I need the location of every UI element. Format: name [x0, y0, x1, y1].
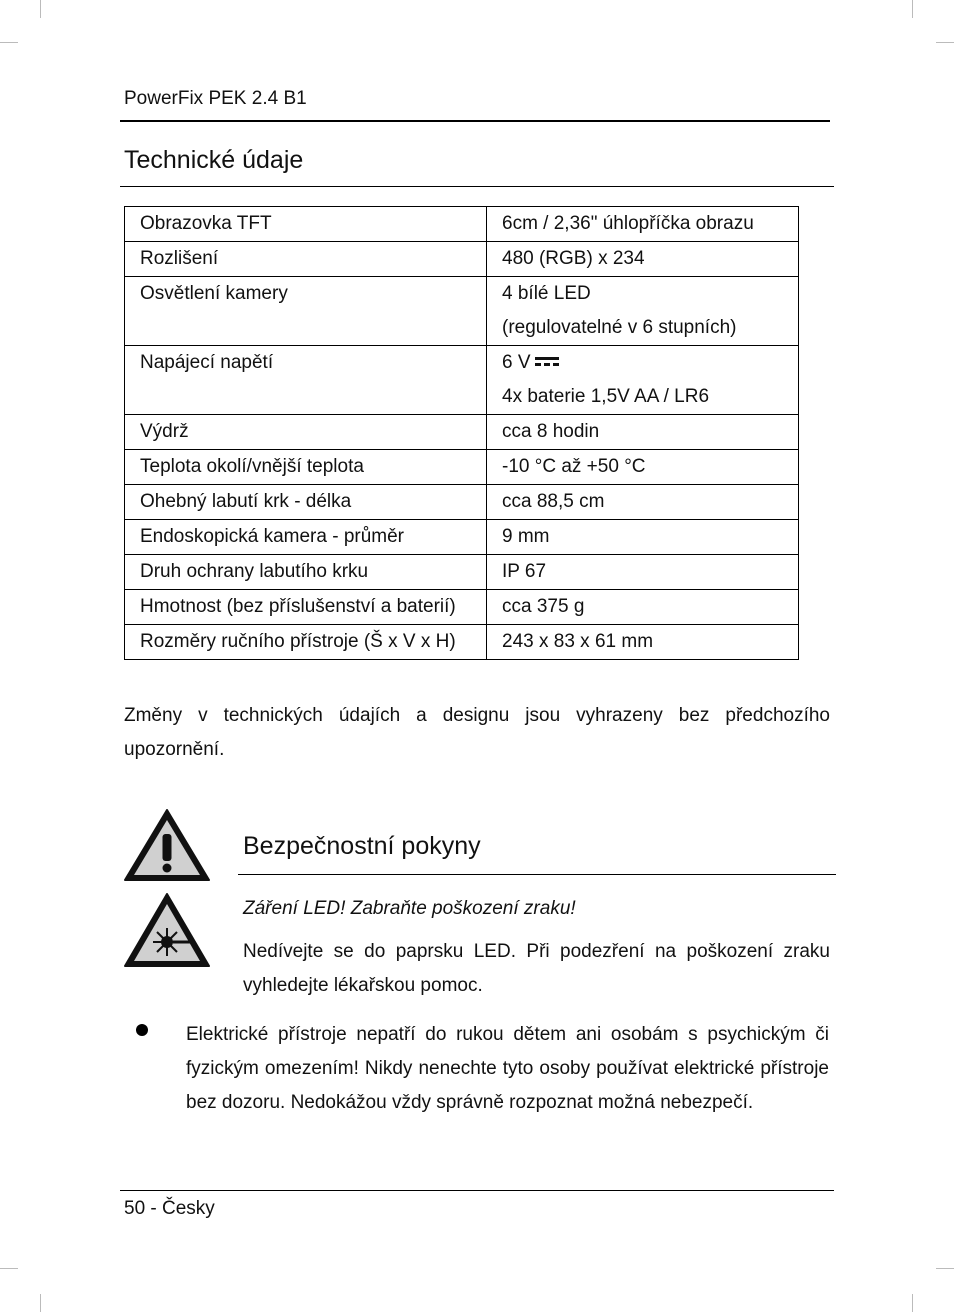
- spec-value: 4 bílé LED: [502, 283, 591, 304]
- spec-table: [124, 206, 799, 660]
- spec-value-cell: [487, 485, 799, 520]
- spec-value-cell: [487, 555, 799, 590]
- spec-row: [125, 207, 799, 242]
- crop-mark: [912, 1294, 913, 1312]
- spec-row: [125, 415, 799, 450]
- spec-row: [125, 277, 799, 346]
- spec-value: 243 x 83 x 61 mm: [502, 631, 654, 652]
- spec-value-cell: [487, 242, 799, 277]
- laser-radiation-warning-icon: [123, 892, 211, 968]
- spec-value: cca 375 g: [502, 596, 585, 617]
- spec-value: 6 V: [502, 352, 531, 373]
- spec-value-cell: [487, 207, 799, 242]
- spec-value: -10 °C až +50 °C: [502, 456, 646, 477]
- spec-row: [125, 450, 799, 485]
- spec-value-line2: 4x baterie 1,5V AA / LR6: [502, 386, 710, 407]
- crop-mark: [40, 0, 41, 18]
- crop-mark: [0, 1268, 18, 1269]
- dc-current-icon: [535, 357, 559, 369]
- led-warning-text: Nedívejte se do paprsku LED. Při podezření na poškození zraku vyhledejte lékařskou pomoc.: [243, 941, 830, 996]
- spec-row: [125, 625, 799, 660]
- spec-label: Endoskopická kamera - průměr: [125, 520, 487, 555]
- spec-label: Teplota okolí/vnější teplota: [125, 450, 487, 485]
- spec-value-cell: [487, 277, 799, 346]
- spec-label: Obrazovka TFT: [125, 207, 487, 242]
- spec-row: [125, 590, 799, 625]
- spec-value: IP 67: [502, 561, 547, 582]
- bullet-point: [136, 1024, 148, 1036]
- spec-value-cell: [487, 625, 799, 660]
- header-product-name: PowerFix PEK 2.4 B1: [124, 88, 307, 109]
- spec-value-cell: [487, 520, 799, 555]
- spec-row: [125, 346, 799, 415]
- spec-row: [125, 242, 799, 277]
- led-warning-heading: Záření LED! Zabraňte poškození zraku!: [243, 898, 576, 919]
- spec-value-cell: [487, 415, 799, 450]
- crop-mark: [912, 0, 913, 18]
- tech-title-rule: [120, 186, 834, 187]
- spec-value-cell: [487, 450, 799, 485]
- spec-table-body: [125, 207, 799, 660]
- spec-label: Ohebný labutí krk - délka: [125, 485, 487, 520]
- crop-mark: [40, 1294, 41, 1312]
- spec-value-cell: [487, 346, 799, 415]
- spec-label: Rozměry ručního přístroje (Š x V x H): [125, 625, 487, 660]
- bullet-text: Elektrické přístroje nepatří do rukou dětem ani osobám s psychickým či fyzickým omezením! Nikdy nenechte tyto osoby používat elektrické přístroje bez dozoru. Nedokážou vždy správně rozpoznat možná nebezpečí.: [186, 1024, 829, 1113]
- tech-note: Změny v technických údajích a designu jsou vyhrazeny bez předchozího upozornění.: [124, 705, 830, 760]
- spec-row: [125, 485, 799, 520]
- safety-section-title: Bezpečnostní pokyny: [243, 832, 481, 860]
- safety-title-rule: [238, 874, 836, 875]
- tech-section-title: Technické údaje: [124, 146, 304, 174]
- spec-value: 480 (RGB) x 234: [502, 248, 645, 269]
- exclamation-warning-icon: [123, 808, 211, 882]
- spec-label: Druh ochrany labutího krku: [125, 555, 487, 590]
- spec-value: 9 mm: [502, 526, 550, 547]
- spec-value: 6cm / 2,36" úhlopříčka obrazu: [502, 213, 754, 234]
- spec-label: Rozlišení: [125, 242, 487, 277]
- spec-value: cca 88,5 cm: [502, 491, 605, 512]
- header-rule: [120, 120, 830, 122]
- spec-row: [125, 555, 799, 590]
- footer-page-number: 50 - Česky: [124, 1198, 215, 1219]
- spec-row: [125, 520, 799, 555]
- spec-label: Osvětlení kamery: [125, 277, 487, 346]
- crop-mark: [936, 42, 954, 43]
- spec-label: Hmotnost (bez příslušenství a baterií): [125, 590, 487, 625]
- spec-label: Napájecí napětí: [125, 346, 487, 415]
- crop-mark: [0, 42, 18, 43]
- spec-label: Výdrž: [125, 415, 487, 450]
- spec-value: cca 8 hodin: [502, 421, 600, 442]
- spec-value-cell: [487, 590, 799, 625]
- spec-value-line2: (regulovatelné v 6 stupních): [502, 317, 737, 338]
- crop-mark: [936, 1268, 954, 1269]
- footer-rule: [120, 1190, 834, 1191]
